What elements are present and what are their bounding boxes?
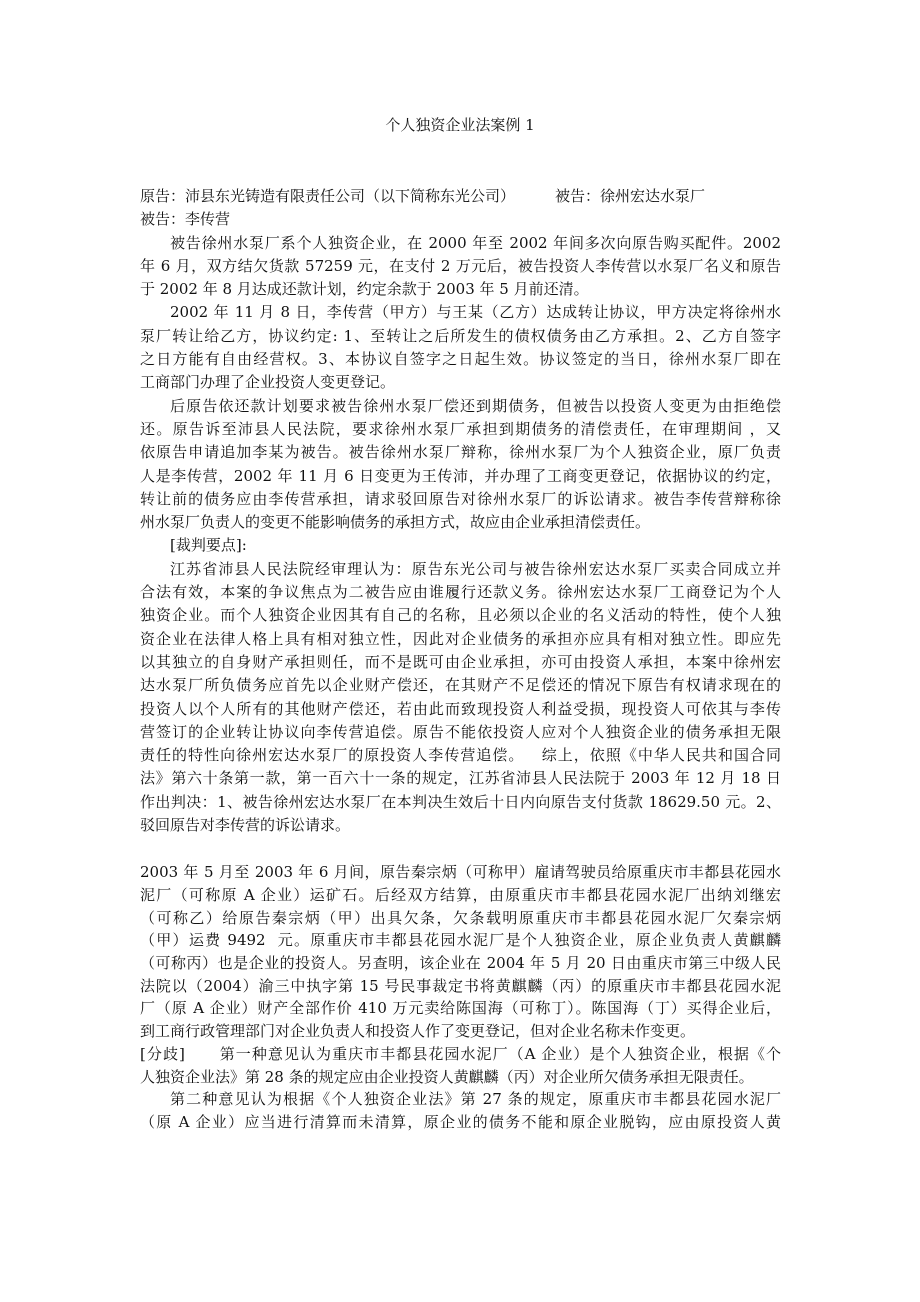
- defendant-2: 被告：李传营: [140, 210, 231, 229]
- text-line: 法》第六十条第一款，第一百六十一条的规定，江苏省沛县人民法院于 2003 年 12 月 18 日: [140, 769, 781, 788]
- text-line: 后原告依还款计划要求被告徐州水泵厂偿还到期债务，但被告以投资人变更为由拒绝偿: [170, 396, 781, 415]
- text-line: 2002 年 11 月 8 日，李传营（甲方）与王某（乙方）达成转让协议，甲方决定将徐州水: [170, 303, 781, 322]
- parties-line: [140, 185, 781, 208]
- text-line: （可称乙）给原告秦宗炳（甲）出具欠条，欠条载明原重庆市丰都县花园水泥厂欠秦宗炳: [140, 908, 781, 927]
- paragraph: [140, 232, 781, 302]
- text-line: 驳回原告对李传营的诉讼请求。: [140, 816, 351, 835]
- text-line: 资企业在法律人格上具有相对独立性，因此对企业债务的承担亦应具有相对独立性。即应先: [140, 629, 781, 648]
- text-line: 泥厂（可称原 A 企业）运矿石。后经双方结算，由原重庆市丰都县花园水泥厂出纳刘继宏: [140, 886, 781, 904]
- text-line: 人是李传营，2002 年 11 月 6 日变更为王传沛，并办理了工商变更登记，依据协议的约定，: [140, 466, 781, 485]
- section-gap: [140, 837, 781, 861]
- text-line: [裁判要点]:: [170, 536, 247, 555]
- paragraph: [140, 395, 781, 535]
- text-line: 之日方能有自由经营权。3、本协议自签字之日起生效。协议签定的当日，徐州水泵厂即在: [140, 350, 781, 369]
- defendant-1: 被告：徐州宏达水泵厂: [555, 187, 706, 205]
- text-line: （原 A 企业）应当进行清算而未清算，原企业的债务不能和原企业脱钩，应由原投资人黄: [140, 1112, 781, 1131]
- text-line: 责任的特性向徐州宏达水泵厂的原投资人李传营追偿。 综上，依照《中华人民共和国合同: [140, 746, 781, 765]
- text-line: 人独资企业法》第 28 条的规定应由企业投资人黄麒麟（丙）对企业所欠债务承担无限责任。: [140, 1067, 754, 1086]
- paragraph: [140, 301, 781, 394]
- text-line: 依原告申请追加李某为被告。被告徐州水泵厂辩称，徐州水泵厂为个人独资企业，原厂负责: [140, 443, 781, 462]
- text-line: [分歧] 第一种意见认为重庆市丰都县花园水泥厂（A 企业）是个人独资企业，根据《个: [140, 1044, 781, 1063]
- text-line: 达水泵厂所负债务应首先以企业财产偿还，在其财产不足偿还的情况下原告有权请求现在的: [140, 676, 781, 695]
- paragraph: [140, 1043, 781, 1088]
- text-line: 转让前的债务应由李传营承担，请求驳回原告对徐州水泵厂的诉讼请求。被告李传营辩称徐: [140, 489, 781, 508]
- text-line: 于 2002 年 8 月达成还款计划，约定余款于 2003 年 5 月前还清。: [140, 280, 589, 299]
- text-line: 被告徐州水泵厂系个人独资企业，在 2000 年至 2002 年间多次向原告购买配件。2002: [170, 233, 781, 252]
- paragraph: [140, 534, 781, 557]
- paragraph: [140, 558, 781, 838]
- text-line: 还。原告诉至沛县人民法院，要求徐州水泵厂承担到期债务的清偿责任，在审理期间 ，又: [140, 419, 781, 438]
- case-2-section: [140, 861, 781, 1133]
- paragraph: [140, 1088, 781, 1133]
- text-line: 工商部门办理了企业投资人变更登记。: [140, 373, 396, 392]
- text-line: 独资企业。而个人独资企业因其有自己的名称，且必须以企业的名义活动的特性，使个人独: [140, 606, 781, 625]
- paragraph: [140, 861, 781, 1043]
- text-line: 年 6 月，双方结欠货款 57259 元，在支付 2 万元后，被告投资人李传营以水泵厂名义和原告: [140, 256, 781, 275]
- text-line: 到工商行政管理部门对企业负责人和投资人作了变更登记，但对企业名称未作变更。: [140, 1022, 696, 1041]
- text-line: 以其独立的自身财产承担则任，而不是既可由企业承担，亦可由投资人承担，本案中徐州宏: [140, 652, 781, 671]
- case-1-section: [140, 232, 781, 838]
- text-line: 江苏省沛县人民法院经审理认为：原告东光公司与被告徐州宏达水泵厂买卖合同成立并: [170, 559, 781, 578]
- text-line: （甲）运费 9492 元。原重庆市丰都县花园水泥厂是个人独资企业，原企业负责人黄麒麟: [140, 931, 781, 950]
- text-line: 营签订的企业转让协议向李传营追偿。原告不能依投资人应对个人独资企业的债务承担无限: [140, 722, 781, 741]
- text-line: 州水泵厂负责人的变更不能影响债务的承担方式，故应由企业承担清偿责任。: [140, 513, 651, 532]
- text-line: 合法有效，本案的争议焦点为二被告应由谁履行还款义务。徐州宏达水泵厂工商登记为个人: [140, 583, 781, 602]
- text-line: 厂（原 A 企业）财产全部作价 410 万元卖给陈国海（可称丁）。陈国海（丁）买得企业后，: [140, 999, 781, 1018]
- text-line: （可称丙）也是企业的投资人。另查明，该企业在 2004 年 5 月 20 日由重庆市第三中级人民: [140, 954, 781, 973]
- text-line: 2003 年 5 月至 2003 年 6 月间，原告秦宗炳（可称甲）雇请驾驶员给原重庆市丰都县花园水: [140, 863, 781, 882]
- plaintiff: 原告：沛县东光铸造有限责任公司（以下简称东光公司）: [140, 187, 516, 205]
- text-line: 投资人以个人所有的其他财产偿还，若由此而致现投资人利益受损，现投资人可依其与李传: [140, 699, 781, 718]
- document-body: [140, 185, 781, 1134]
- text-line: 法院以（2004）渝三中执字第 15 号民事裁定书将黄麒麟（丙）的原重庆市丰都县花园水泥: [140, 976, 781, 995]
- document-title: 个人独资企业法案例 1: [385, 116, 535, 134]
- text-line: 作出判决：1、被告徐州宏达水泵厂在本判决生效后十日内向原告支付货款 18629.50 元。2、: [140, 792, 781, 811]
- text-line: 泵厂转让给乙方，协议约定: 1、至转让之后所发生的债权债务由乙方承担。2、乙方自签字: [140, 326, 781, 345]
- text-line: 第二种意见认为根据《个人独资企业法》第 27 条的规定，原重庆市丰都县花园水泥厂: [170, 1090, 781, 1109]
